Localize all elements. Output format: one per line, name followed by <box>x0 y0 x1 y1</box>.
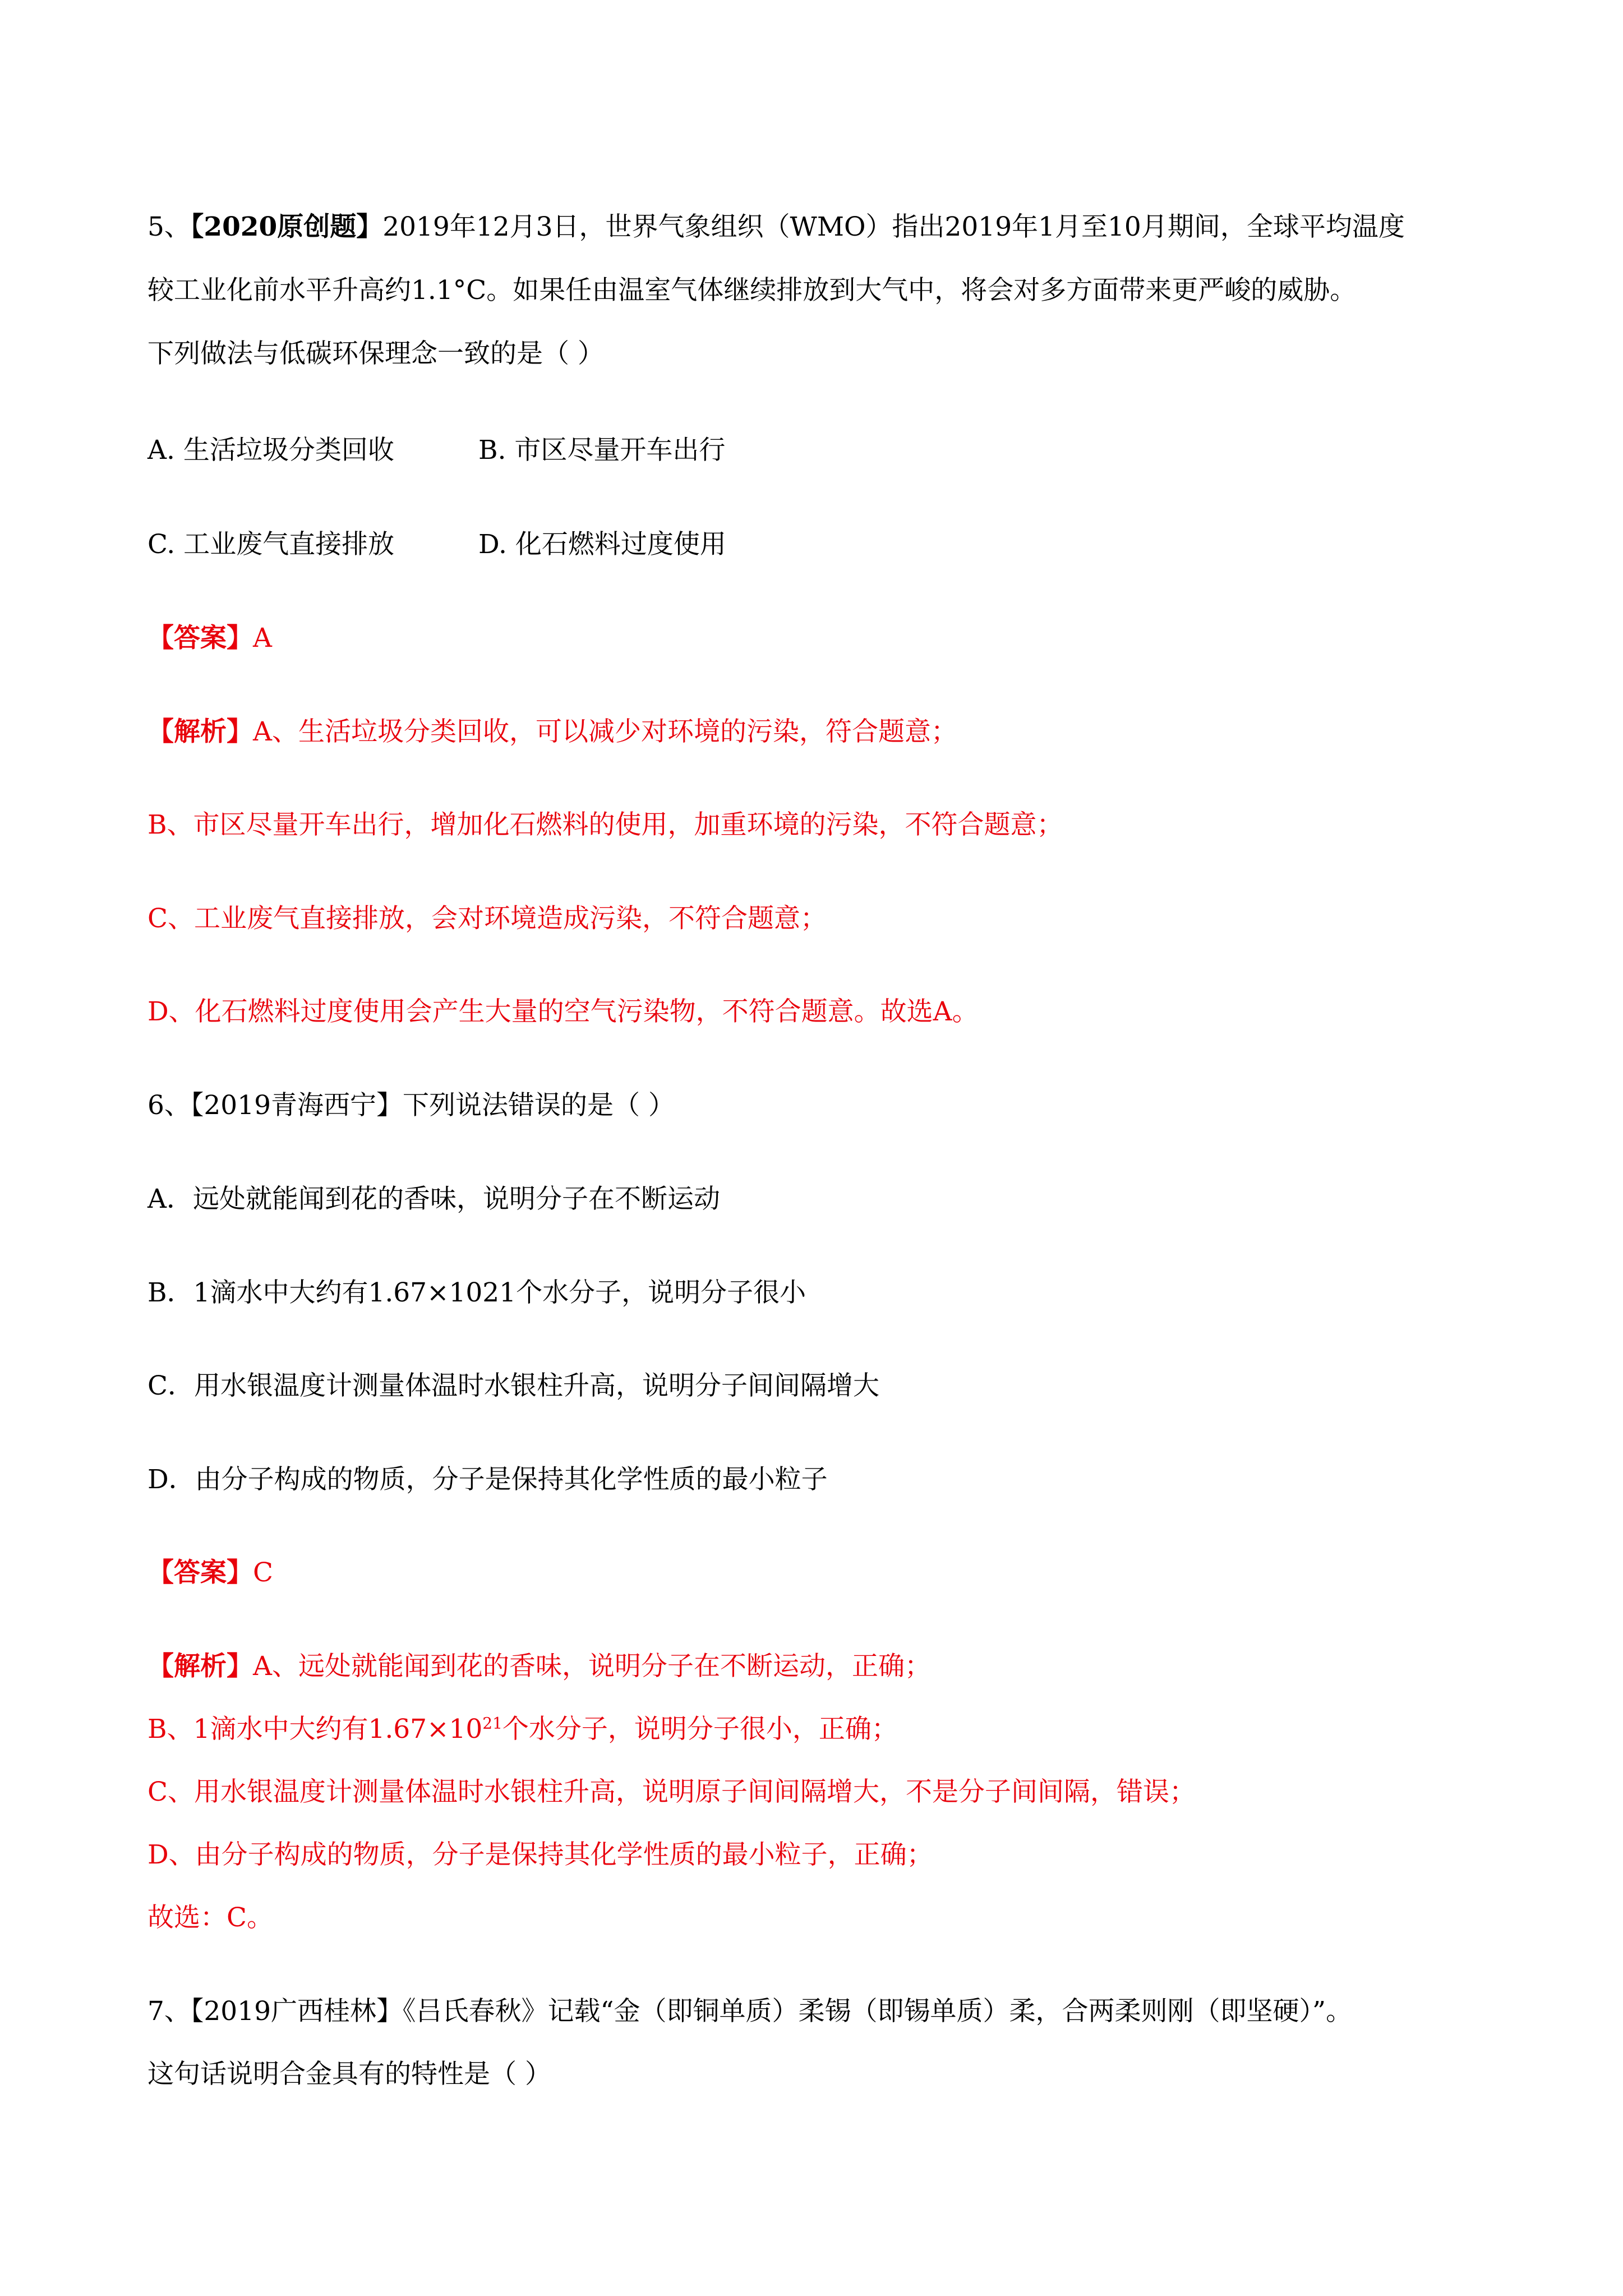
q6-option-d[interactable]: D．由分子构成的物质，分子是保持其化学性质的最小粒子 <box>147 1464 828 1495</box>
q6-analysis-b-post: 个水分子，说明分子很小，正确； <box>502 1714 898 1745</box>
q6-option-c[interactable]: C．用水银温度计测量体温时水银柱升高，说明分子间间隔增大 <box>147 1370 879 1401</box>
q6-analysis-b-pre: B、1滴水中大约有1.67×10 <box>147 1714 483 1745</box>
q6-analysis-d: D、由分子构成的物质，分子是保持其化学性质的最小粒子，正确； <box>147 1839 933 1870</box>
q5-option-a[interactable]: A. 生活垃圾分类回收 <box>147 435 394 466</box>
q7-stem-line-2: 这句话说明合金具有的特性是（ ） <box>147 2059 551 2090</box>
q6-analysis-c: C、用水银温度计测量体温时水银柱升高，说明原子间间隔增大，不是分子间间隔，错误； <box>147 1777 1196 1807</box>
q5-options-row-1 <box>147 435 725 466</box>
q5-stem-line-3: 下列做法与低碳环保理念一致的是（ ） <box>147 338 604 369</box>
q6-analysis-label: 【解析】 <box>147 1651 253 1682</box>
q5-stem-text: 2019年12月3日，世界气象组织（WMO）指出2019年1月至10月期间，全球平均温度 <box>382 211 1405 242</box>
q5-stem-line-2: 较工业化前水平升高约1.1°C。如果任由温室气体继续排放到大气中，将会对多方面带来更严峻的威胁。 <box>147 275 1357 306</box>
q6-number: 6、 <box>147 1090 191 1121</box>
q5-source-tag: 【2020原创题】 <box>190 211 383 242</box>
q5-answer <box>147 623 272 654</box>
q5-option-d[interactable]: D. 化石燃料过度使用 <box>478 529 726 560</box>
q7-stem-text: 《吕氏春秋》记载“金（即铜单质）柔锡（即锡单质）柔，合两柔则刚（即坚硬）”。 <box>403 1996 1353 2027</box>
q5-option-c[interactable]: C. 工业废气直接排放 <box>147 529 395 560</box>
q7-number: 7、 <box>147 1996 191 2027</box>
q5-option-b[interactable]: B. 市区尽量开车出行 <box>478 435 726 466</box>
q6-stem-text: 下列说法错误的是（ ） <box>403 1090 675 1121</box>
q6-option-b[interactable]: B．1滴水中大约有1.67×1021个水分子，说明分子很小 <box>147 1277 806 1308</box>
q6-source-tag: 【2019青海西宁】 <box>190 1090 403 1121</box>
q6-analysis-line-1 <box>147 1651 931 1682</box>
q7-stem-line-1 <box>147 1996 1352 2027</box>
q5-stem-line-1 <box>147 211 1405 243</box>
q6-stem <box>147 1090 675 1121</box>
q6-analysis-a: A、远处就能闻到花的香味，说明分子在不断运动，正确； <box>253 1651 931 1682</box>
q6-option-a[interactable]: A．远处就能闻到花的香味，说明分子在不断运动 <box>147 1184 720 1214</box>
q5-analysis-c: C、工业废气直接排放，会对环境造成污染，不符合题意； <box>147 903 827 934</box>
q6-answer-label: 【答案】 <box>147 1557 253 1588</box>
q5-analysis-line-1 <box>147 716 957 748</box>
q5-number: 5、 <box>147 211 191 242</box>
q6-answer <box>147 1557 273 1589</box>
q5-answer-label: 【答案】 <box>147 623 253 654</box>
q6-conclusion: 故选：C。 <box>147 1902 273 1933</box>
q5-analysis-d: D、化石燃料过度使用会产生大量的空气污染物，不符合题意。故选A。 <box>147 996 979 1027</box>
q5-analysis-b: B、市区尽量开车出行，增加化石燃料的使用，加重环境的污染，不符合题意； <box>147 809 1063 840</box>
q6-analysis-b-exponent: 21 <box>482 1714 502 1733</box>
q6-answer-value: C <box>253 1557 273 1588</box>
q5-analysis-label: 【解析】 <box>147 716 253 747</box>
q7-source-tag: 【2019广西桂林】 <box>190 1996 403 2027</box>
q5-analysis-a: A、生活垃圾分类回收，可以减少对环境的污染，符合题意； <box>253 716 957 747</box>
q6-analysis-b <box>147 1714 898 1745</box>
q5-answer-value: A <box>253 623 272 654</box>
q5-options-row-2 <box>147 529 726 560</box>
